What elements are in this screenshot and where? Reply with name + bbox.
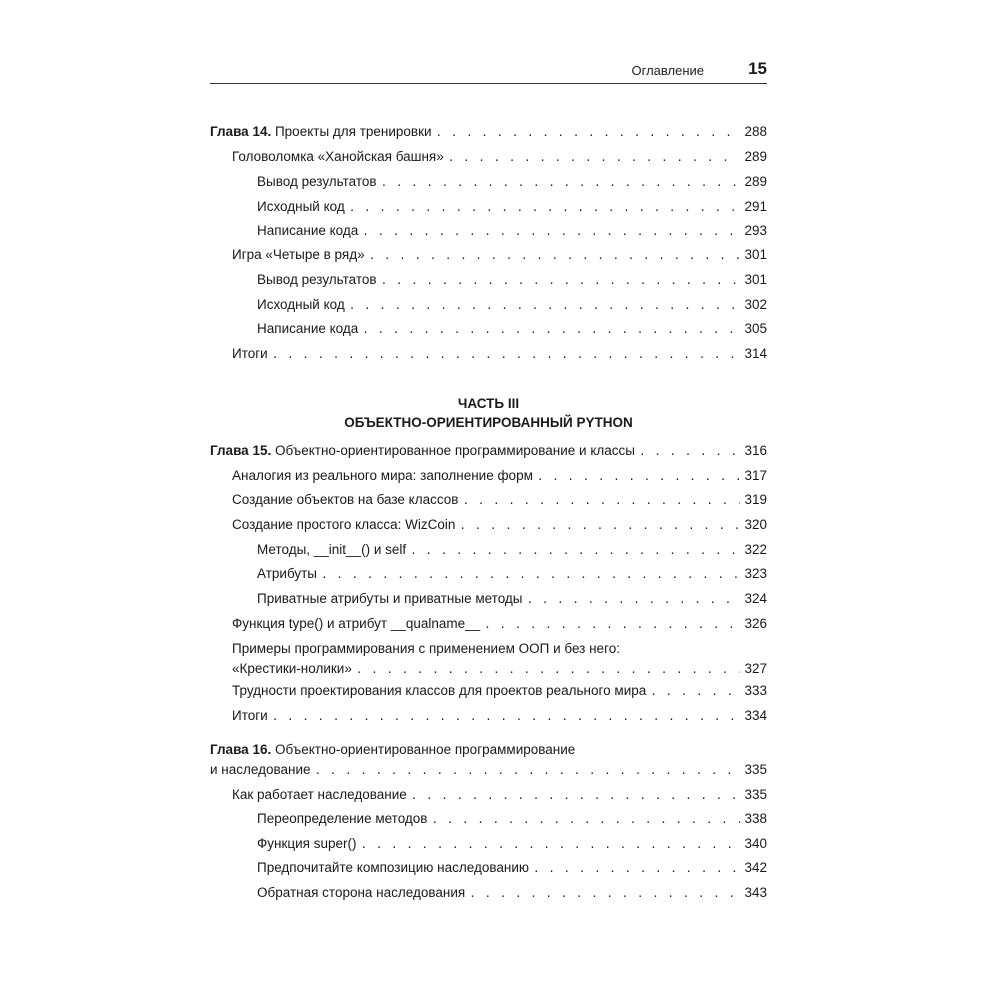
toc-entry-page: 319 <box>744 492 767 507</box>
toc-entry-label: Головоломка «Ханойская башня» <box>232 149 444 164</box>
toc-entry-page: 314 <box>744 346 767 361</box>
toc-entry-page: 316 <box>744 443 767 458</box>
toc-chapter-14[interactable] <box>210 122 767 142</box>
toc-entry-page: 320 <box>744 517 767 532</box>
chapter-number: Глава 14. <box>210 124 272 139</box>
toc-entry-label: Итоги <box>232 708 268 723</box>
dot-leader <box>484 615 740 635</box>
toc-entry-page: 323 <box>744 566 767 581</box>
toc-chapter-16[interactable] <box>210 740 767 780</box>
toc-entry-label: Функция type() и атрибут __qualname__ <box>232 616 481 631</box>
dot-leader <box>349 198 741 218</box>
toc-entry-label: и наследование <box>210 762 311 777</box>
chapter-number: Глава 15. <box>210 443 272 458</box>
chapter-title: Объектно-ориентированное программирование и классы <box>271 443 635 458</box>
toc-subsection[interactable] <box>257 270 767 290</box>
dot-leader <box>360 835 740 855</box>
toc-entry-label: Создание простого класса: WizCoin <box>232 517 456 532</box>
toc-entry-label: Атрибуты <box>257 566 318 581</box>
toc-entry-label: Вывод результатов <box>257 174 377 189</box>
dot-leader <box>321 565 740 585</box>
toc-entry-label: Трудности проектирования классов для проектов реального мира <box>232 683 647 698</box>
dot-leader <box>448 148 741 168</box>
toc-entry-label <box>210 122 432 142</box>
dot-leader <box>349 296 741 316</box>
toc-subsection[interactable] <box>257 883 767 903</box>
toc-entry-page: 301 <box>744 272 767 287</box>
chapter-title: Объектно-ориентированное программирование <box>271 742 576 757</box>
toc-entry-page: 324 <box>744 591 767 606</box>
dot-leader <box>527 590 741 610</box>
toc-subsection[interactable] <box>257 564 767 584</box>
toc-subsection[interactable] <box>257 319 767 339</box>
toc-entry-label: Как работает наследование <box>232 787 407 802</box>
part-title: ОБЪЕКТНО-ОРИЕНТИРОВАННЫЙ PYTHON <box>344 415 633 430</box>
toc-entry-label: Игра «Четыре в ряд» <box>232 247 365 262</box>
toc-section[interactable] <box>232 245 767 265</box>
toc-entry-page: 302 <box>744 297 767 312</box>
toc-entry-page: 335 <box>744 762 767 777</box>
toc-entry-page: 340 <box>744 836 767 851</box>
toc-subsection[interactable] <box>257 197 767 217</box>
dot-leader <box>272 345 741 365</box>
toc-entry-label: Переопределение методов <box>257 811 428 826</box>
dot-leader <box>650 682 740 702</box>
toc-subsection[interactable] <box>257 172 767 192</box>
toc-entry-label: Исходный код <box>257 199 345 214</box>
dot-leader <box>381 271 741 291</box>
toc-entry-page: 317 <box>744 468 767 483</box>
dot-leader <box>459 516 740 536</box>
toc-section[interactable] <box>232 490 767 510</box>
toc-entry-page: 342 <box>744 860 767 875</box>
toc-entry-label: Итоги <box>232 346 268 361</box>
dot-leader <box>272 707 741 727</box>
toc-entry-label: Создание объектов на базе классов <box>232 492 459 507</box>
toc-entry-page: 327 <box>744 661 767 676</box>
toc-entry-first-line <box>210 740 767 760</box>
toc-entry-first-line: Примеры программирования с применением ООП и без него: <box>232 641 620 656</box>
toc-entry-label: Аналогия из реального мира: заполнение форм <box>232 468 533 483</box>
part-label: ЧАСТЬ III <box>457 396 520 411</box>
toc-entry-page: 288 <box>744 124 767 139</box>
toc-chapter-15[interactable] <box>210 441 767 461</box>
toc-section[interactable] <box>232 785 767 805</box>
page-number: 15 <box>748 59 767 78</box>
toc-section[interactable] <box>232 147 767 167</box>
running-header-title: Оглавление <box>631 63 704 78</box>
dot-leader <box>362 222 740 242</box>
toc-subsection[interactable] <box>257 858 767 878</box>
toc-subsection[interactable] <box>257 295 767 315</box>
toc-entry-page: 289 <box>744 149 767 164</box>
chapter-title: Проекты для тренировки <box>271 124 432 139</box>
toc-section[interactable] <box>232 706 767 726</box>
toc-entry-label: Функция super() <box>257 836 357 851</box>
toc-entry-page: 333 <box>744 683 767 698</box>
dot-leader <box>362 320 740 340</box>
toc-entry-label: Приватные атрибуты и приватные методы <box>257 591 523 606</box>
table-of-contents <box>210 0 767 1000</box>
toc-entry-page: 289 <box>744 174 767 189</box>
toc-entry-page: 322 <box>744 542 767 557</box>
toc-subsection[interactable] <box>257 221 767 241</box>
dot-leader <box>436 123 741 143</box>
toc-entry-page: 335 <box>744 787 767 802</box>
toc-section[interactable] <box>232 466 767 486</box>
toc-section[interactable] <box>232 681 767 701</box>
toc-entry-label: Предпочитайте композицию наследованию <box>257 860 529 875</box>
dot-leader <box>356 660 741 680</box>
dot-leader <box>411 786 741 806</box>
toc-entry-page: 301 <box>744 247 767 262</box>
dot-leader <box>369 246 741 266</box>
toc-entry-page: 338 <box>744 811 767 826</box>
dot-leader <box>462 491 740 511</box>
dot-leader <box>639 442 740 462</box>
toc-entry-label <box>210 441 635 461</box>
toc-entry-page: 293 <box>744 223 767 238</box>
toc-subsection[interactable] <box>257 589 767 609</box>
toc-entry-page: 291 <box>744 199 767 214</box>
dot-leader <box>410 541 740 561</box>
toc-subsection[interactable] <box>257 834 767 854</box>
dot-leader <box>469 884 740 904</box>
toc-subsection[interactable] <box>257 809 767 829</box>
toc-entry-label: Обратная сторона наследования <box>257 885 466 900</box>
toc-section[interactable] <box>232 614 767 634</box>
dot-leader <box>533 859 740 879</box>
toc-entry-page: 334 <box>744 708 767 723</box>
toc-entry-label: Исходный код <box>257 297 345 312</box>
toc-entry-label: Написание кода <box>257 321 359 336</box>
toc-entry-label: «Крестики-нолики» <box>232 661 352 676</box>
dot-leader <box>315 761 741 781</box>
toc-entry-page: 305 <box>744 321 767 336</box>
toc-section[interactable] <box>232 344 767 364</box>
toc-entry-label: Написание кода <box>257 223 359 238</box>
toc-subsection[interactable] <box>257 540 767 560</box>
toc-entry-label: Методы, __init__() и self <box>257 542 407 557</box>
dot-leader <box>431 810 740 830</box>
dot-leader <box>537 467 741 487</box>
toc-section[interactable] <box>232 515 767 535</box>
toc-section[interactable] <box>232 639 767 679</box>
toc-entry-page: 326 <box>744 616 767 631</box>
toc-entry-label: Вывод результатов <box>257 272 377 287</box>
dot-leader <box>381 173 741 193</box>
chapter-number: Глава 16. <box>210 742 272 757</box>
toc-entry-page: 343 <box>744 885 767 900</box>
